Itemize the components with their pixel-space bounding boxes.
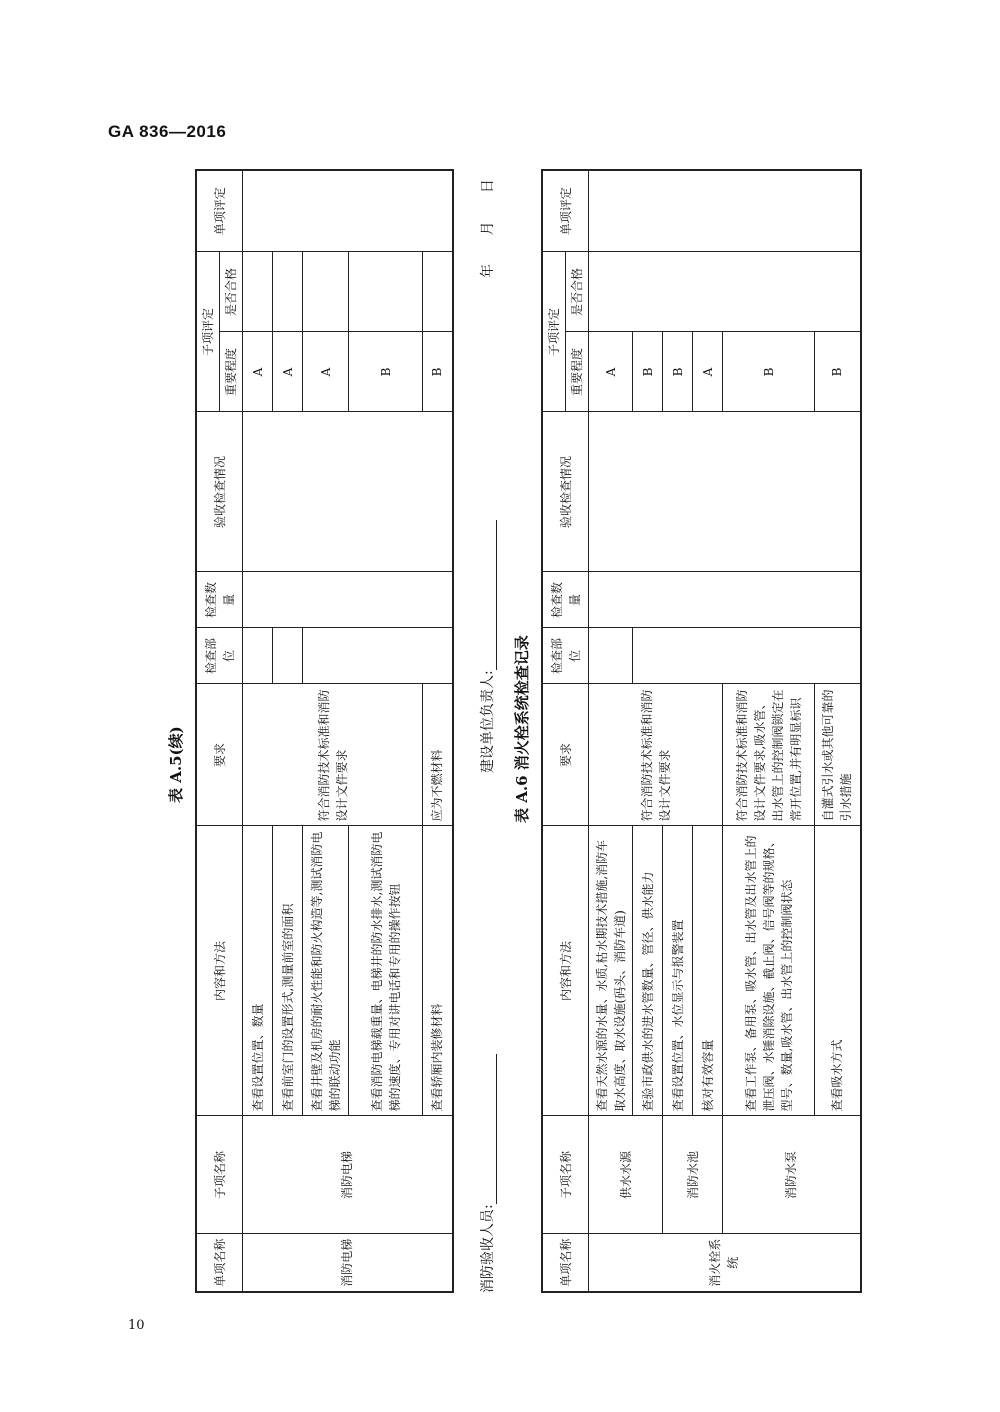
location-cell xyxy=(243,628,273,684)
importance-cell: A xyxy=(303,332,349,412)
situation-cell xyxy=(589,412,861,572)
unit-name-cell: 消火栓系统 xyxy=(589,1234,861,1292)
header-sub-name: 子项名称 xyxy=(196,1116,243,1234)
qualified-cell xyxy=(243,252,273,332)
header-unit-eval: 单项评定 xyxy=(542,170,589,252)
header-importance: 重要程度 xyxy=(220,332,243,412)
rotated-page-content xyxy=(155,138,855,1293)
method-cell: 查看天然水源的水量、水质,枯水期技术措施,消防车取水高度、取水设施(码头、消防车道) xyxy=(589,826,633,1116)
qualified-cell xyxy=(273,252,303,332)
header-quantity: 检查数量 xyxy=(196,572,243,628)
header-unit-eval: 单项评定 xyxy=(196,170,243,252)
importance-cell: A xyxy=(273,332,303,412)
inspector-signature: 消防验收人员: xyxy=(477,1054,497,1293)
unit-eval-cell xyxy=(589,170,861,252)
requirement-cell: 符合消防技术标准和消防设计文件要求 xyxy=(589,684,723,826)
importance-cell: B xyxy=(423,332,453,412)
requirement-cell: 符合消防技术标准和消防设计文件要求 xyxy=(243,684,423,826)
table-a6-caption: 表 A.6 消火栓系统检查记录 xyxy=(513,635,531,823)
sub-name-cell: 消防电梯 xyxy=(243,1116,453,1234)
location-cell xyxy=(589,628,633,684)
header-situation: 验收检查情况 xyxy=(542,412,589,572)
method-cell: 核对有效容量 xyxy=(693,826,723,1116)
situation-cell xyxy=(243,412,453,572)
unit-name-cell: 消防电梯 xyxy=(243,1234,453,1292)
header-qualified: 是否合格 xyxy=(220,252,243,332)
quantity-cell xyxy=(243,572,453,628)
method-cell: 查看前室门的设置形式,测量前室的面积 xyxy=(273,826,303,1116)
header-location: 检查部位 xyxy=(542,628,589,684)
table-a5-caption: 表 A.5(续) xyxy=(167,726,185,803)
header-requirement: 要求 xyxy=(542,684,589,826)
importance-cell: A xyxy=(693,332,723,412)
importance-cell: B xyxy=(663,332,693,412)
method-cell: 查看设置位置、数量 xyxy=(243,826,273,1116)
location-cell xyxy=(273,628,303,684)
method-cell: 查看设置位置、水位显示与报警装置 xyxy=(663,826,693,1116)
sub-name-cell: 供水水源 xyxy=(589,1116,663,1234)
qualified-cell xyxy=(423,252,453,332)
importance-cell: A xyxy=(589,332,633,412)
sub-name-cell: 消防水池 xyxy=(663,1116,723,1234)
header-importance: 重要程度 xyxy=(566,332,589,412)
header-situation: 验收检查情况 xyxy=(196,412,243,572)
page-number: 10 xyxy=(128,1318,145,1333)
unit-eval-cell xyxy=(243,170,453,252)
method-cell: 查看工作泵、备用泵、吸水管、出水管及出水管上的泄压阀、水锤消除设施、截止阀、信号阀等的规格、型号、数量,吸水管、出水管上的控制阀状态 xyxy=(723,826,815,1116)
header-quantity: 检查数量 xyxy=(542,572,589,628)
table-row xyxy=(243,170,273,1292)
method-cell: 查看轿厢内装修材料 xyxy=(423,826,453,1116)
importance-cell: B xyxy=(349,332,423,412)
header-sub-name: 子项名称 xyxy=(542,1116,589,1234)
builder-signature: 建设单位负责人: xyxy=(477,520,497,773)
table-row xyxy=(589,170,633,1292)
header-sub-eval: 子项评定 xyxy=(542,252,566,412)
header-sub-eval: 子项评定 xyxy=(196,252,220,412)
requirement-cell: 符合消防技术标准和消防设计文件要求,吸水管、出水管上的控制阀锁定在常开位置,并有明显标识 xyxy=(723,684,815,826)
table-a6 xyxy=(541,169,862,1293)
quantity-cell xyxy=(589,572,861,628)
standard-code: GA 836—2016 xyxy=(108,122,227,141)
method-cell: 查看消防电梯载重量、电梯井的防水排水,测试消防电梯的速度、专用对讲电话和专用的操作按钮 xyxy=(349,826,423,1116)
header-method: 内容和方法 xyxy=(196,826,243,1116)
signature-date: 年 月 日 xyxy=(480,179,496,278)
table-a5 xyxy=(195,169,454,1293)
header-unit-name: 单项名称 xyxy=(196,1234,243,1292)
importance-cell: B xyxy=(723,332,815,412)
importance-cell: B xyxy=(815,332,861,412)
location-cell xyxy=(633,628,861,684)
location-cell xyxy=(303,628,453,684)
method-cell: 查看吸水方式 xyxy=(815,826,861,1116)
importance-cell: A xyxy=(243,332,273,412)
qualified-cell xyxy=(349,252,423,332)
importance-cell: B xyxy=(633,332,663,412)
header-location: 检查部位 xyxy=(196,628,243,684)
header-unit-name: 单项名称 xyxy=(542,1234,589,1292)
requirement-cell: 自灌式引水或其他可靠的引水措施 xyxy=(815,684,861,826)
header-method: 内容和方法 xyxy=(542,826,589,1116)
requirement-cell: 应为不燃材料 xyxy=(423,684,453,826)
method-cell: 查验市政供水的进水管数量、管径、供水能力 xyxy=(633,826,663,1116)
qualified-cell xyxy=(589,252,861,332)
method-cell: 查看井壁及机房的耐火性能和防火构造等,测试消防电梯的联动功能 xyxy=(303,826,349,1116)
sub-name-cell: 消防水泵 xyxy=(723,1116,861,1234)
table-row xyxy=(723,170,815,1292)
qualified-cell xyxy=(303,252,349,332)
header-qualified: 是否合格 xyxy=(566,252,589,332)
header-requirement: 要求 xyxy=(196,684,243,826)
